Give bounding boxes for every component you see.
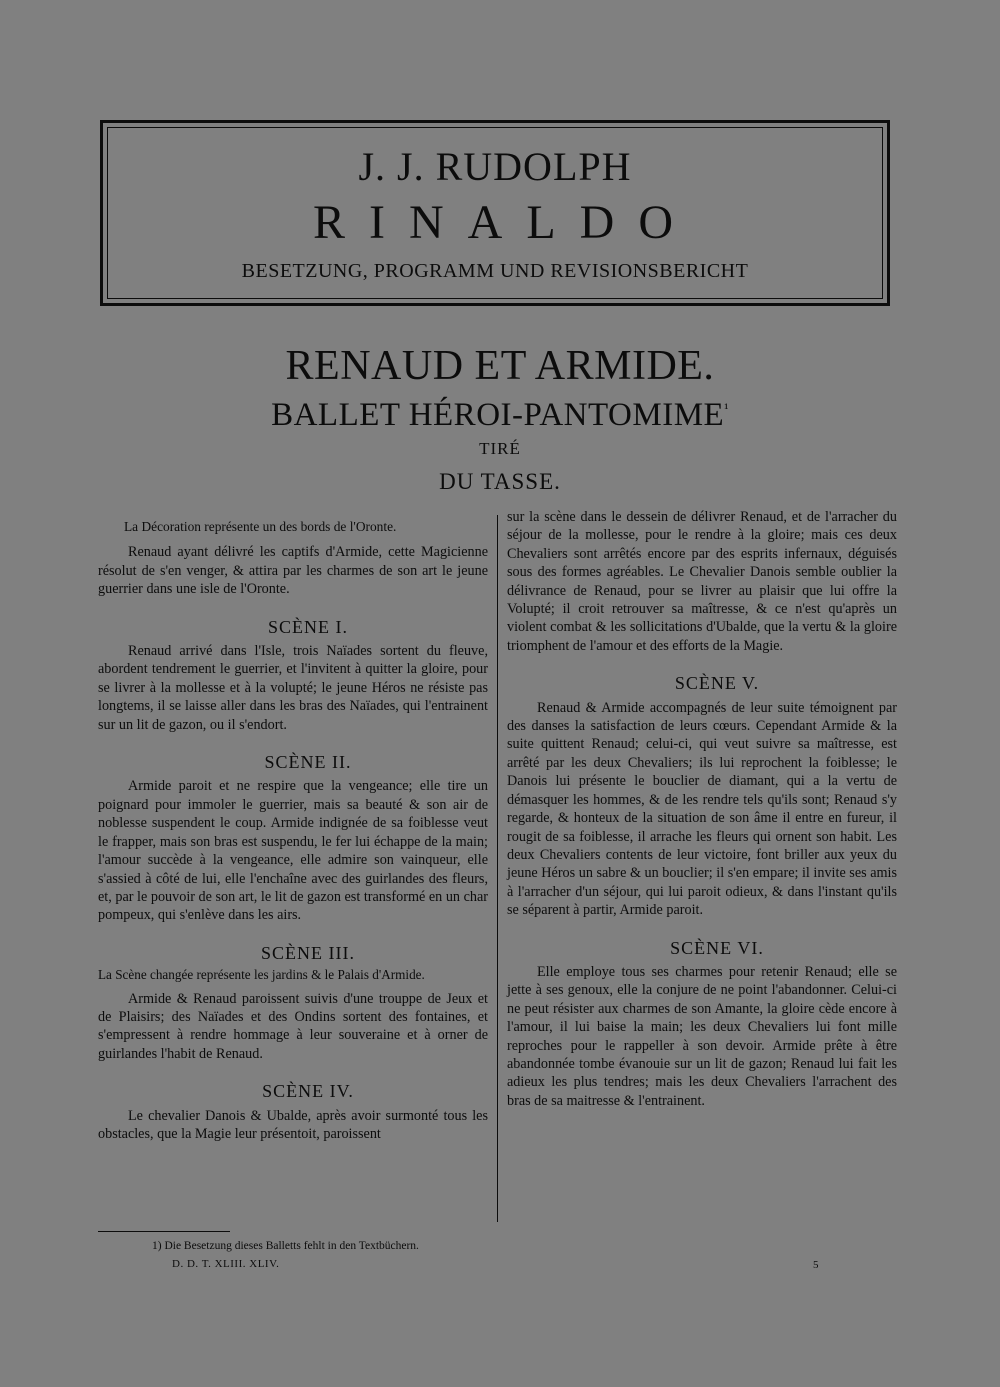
work-title: RINALDO: [313, 196, 697, 249]
intro-paragraph: Renaud ayant délivré les captifs d'Armide, cette Magicienne résolut de s'en venger, & attira par les charmes de son art le jeune guerrier dans une isle de l'Oronte.: [98, 544, 488, 598]
scene-6-heading: SCÈNE VI.: [670, 937, 764, 958]
scene-6-text: Elle employe tous ses charmes pour retenir Renaud; elle se jette à ses genoux, elle la conjure de ne point l'abandonner. Celui-ci ne peut résister aux charmes de son Amante, la gloire cède encore à l'amour, il lui baise la main; les deux Chevaliers lui font mille reproches pour le rappeller à son devoir. Armide prête à être abandonnée tombe évanouie sur un lit de gazon; Renaud lui fait les adieux les plus tendres; mais les deux Chevaliers l'arrachent des bras de sa maitresse & l'entrainent.: [507, 963, 897, 1109]
tire-label: TIRÉ: [479, 439, 521, 458]
scene-2-heading: SCÈNE II.: [264, 752, 352, 773]
title-frame: [100, 120, 890, 306]
footnote-marker: ¹: [724, 402, 729, 417]
scene-1-heading: SCÈNE I.: [268, 616, 348, 637]
right-column: [507, 508, 897, 1110]
scene-1-text: Renaud arrivé dans l'Isle, trois Naïades sortent du fleuve, abordent tendrement le guerrier, et l'invitent à quitter la gloire, pour se livrer à la mollesse et à la volupté; le jeune Héros ne résiste pas longtems, il se laisse aller dans les bras des Naïades, qui l'entrainent sur un lit de gazon, ou il s'endort.: [98, 643, 488, 733]
scene-3-decoration: La Scène changée représente les jardins & le Palais d'Armide.: [98, 967, 425, 983]
source-label: DU TASSE.: [439, 469, 561, 494]
footnote-rule: [98, 1231, 230, 1232]
ballet-subtitle-text: BALLET HÉROI-PANTOMIME: [271, 397, 725, 433]
scene-4-continued: sur la scène dans le dessein de délivrer Renaud, et de l'arracher du séjour de la mollesse, pour le rendre à la gloire; mais ces deux Chevaliers sont arrêtés encore par des esprits infernaux, déguisés sous des formes agréables. Le Chevalier Danois semble oublier la délivrance de Renaud, pour se livrer au plaisir que lui offre la Volupté; il croit retrouver sa maîtresse, & ce n'est qu'après un violent combat & les sollicitations d'Ubalde, que la vertu & la gloire triomphent de l'amour et des efforts de la Magie.: [507, 509, 897, 654]
scene-4-heading: SCÈNE IV.: [262, 1081, 354, 1102]
column-divider: [497, 515, 498, 1222]
scene-3-text: Armide & Renaud paroissent suivis d'une trouppe de Jeux et de Plaisirs; des Naïades et des Ondins sortent des fontaines, et s'empressent à rendre hommage à leur souveraine et à orner de guirlandes l'habit de Renaud.: [98, 990, 488, 1062]
scene-3-heading: SCÈNE III.: [261, 942, 355, 963]
scene-2-text: Armide paroit et ne respire que la vengeance; elle tire un poignard pour immoler le guerrier, mais sa beauté & son air de noblesse suspendent le coup. Armide indignée de sa foiblesse veut le frapper, mais son bras est suspendu, le fer lui échappe de la main; l'amour succède à la vengeance, elle admire son vainqueur, elle s'assied à côté de lui, elle l'enchaîne avec des guirlandes des fleurs, et, par le pouvoir de son art, le lit de gazon est transformé en un char pompeux, qui s'enlève dans les airs.: [98, 778, 488, 924]
left-column: [98, 518, 488, 1143]
ballet-subtitle: [0, 399, 1000, 432]
scene-5-heading: SCÈNE V.: [674, 673, 760, 694]
decoration-note: La Décoration représente un des bords de l'Oronte.: [124, 519, 397, 534]
footnote: 1) Die Besetzung dieses Balletts fehlt in den Textbüchern.: [152, 1240, 419, 1252]
composer-name: J. J. RUDOLPH: [358, 144, 632, 189]
ballet-title: RENAUD ET ARMIDE.: [285, 343, 715, 389]
printer-signature: D. D. T. XLIII. XLIV.: [172, 1258, 280, 1270]
scene-4-text: Le chevalier Danois & Ubalde, après avoir surmonté tous les obstacles, que la Magie leur présentoit, paroissent: [98, 1107, 488, 1142]
edition-subtitle: BESETZUNG, PROGRAMM UND REVISIONSBERICHT: [241, 260, 749, 282]
page-number: 5: [813, 1259, 819, 1271]
scene-5-text: Renaud & Armide accompagnés de leur suite témoignent par des danses la satisfaction de leurs cœurs. Cependant Armide & la suite quittent Renaud; celui-ci, qui veut suivre sa maîtresse, est arrêté par les deux Chevaliers; ils lui reprochent la foiblesse; le Danois lui présente le bouclier de diamant, qui a la vertu de démasquer les hommes, & de les rendre tels qu'ils sont; Renaud s'y regarde, & honteux de la situation de son âme il entre en fureur, il rougit de sa foiblesse, il arrache les fleurs qui ornent son habit. Les deux Chevaliers contents de leur victoire, font briller aux yeux du jeune Héros un sabre & un bouclier; il s'en empare; il invite ses amis à l'arracher d'un séjour, qui lui paroit odieux, & dans l'instant qu'ils se séparent à partir, Armide paroit.: [507, 699, 897, 919]
